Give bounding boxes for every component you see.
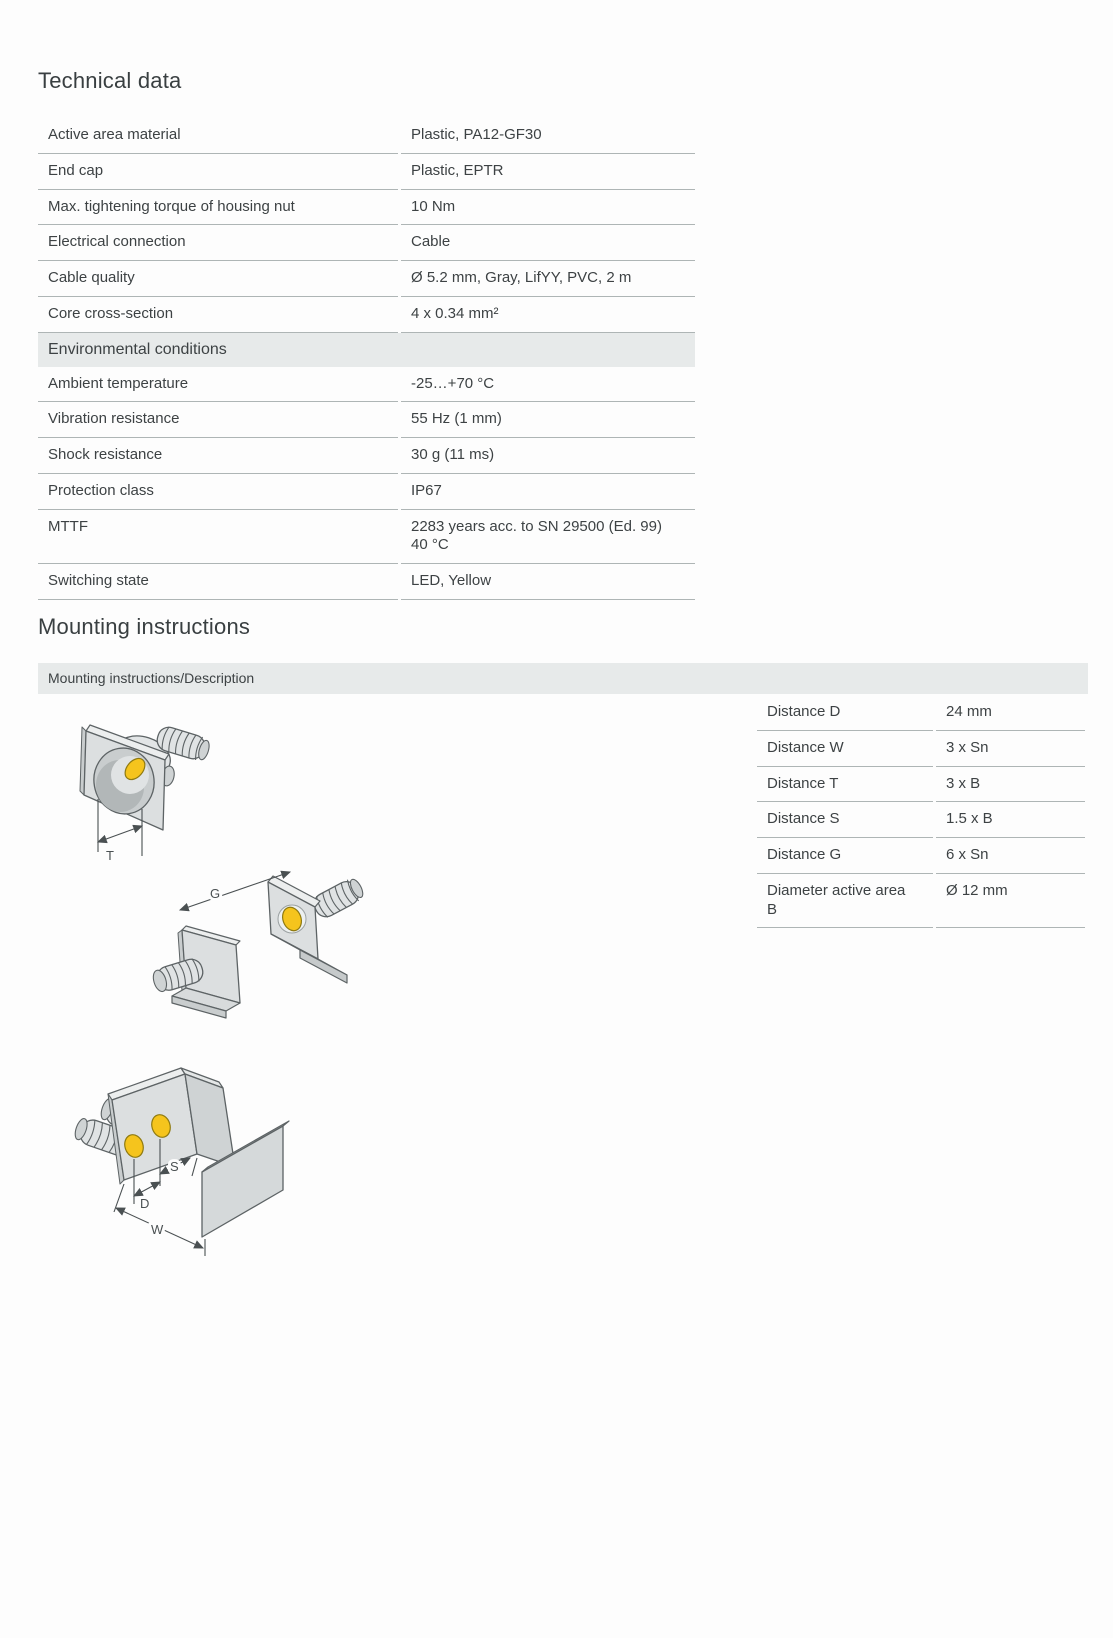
spec-label: Switching state: [38, 564, 398, 600]
dim-value: 3 x Sn: [936, 731, 1085, 767]
table-row: [38, 438, 695, 474]
table-row: [757, 802, 1085, 838]
table-row: [38, 564, 695, 600]
spec-label: End cap: [38, 154, 398, 190]
table-row: [38, 190, 695, 226]
spec-label: Core cross-section: [38, 297, 398, 333]
spec-value: 2283 years acc. to SN 29500 (Ed. 99) 40 °C: [401, 510, 695, 565]
spec-label: Protection class: [38, 474, 398, 510]
spec-label: Vibration resistance: [38, 402, 398, 438]
dim-label-G: G: [210, 886, 221, 901]
opposed-mount-diagram: [151, 872, 367, 1018]
table-row: [757, 767, 1085, 803]
spec-value: Ø 5.2 mm, Gray, LifYY, PVC, 2 m: [401, 261, 695, 297]
spec-value: 55 Hz (1 mm): [401, 402, 695, 438]
table-row: [38, 297, 695, 333]
mounting-description-bar: Mounting instructions/Description: [38, 663, 1088, 694]
flush-mount-diagram: [80, 725, 212, 863]
spec-value: 30 g (11 ms): [401, 438, 695, 474]
dim-value: 3 x B: [936, 767, 1085, 803]
dim-label-W: W: [151, 1222, 164, 1237]
table-row: [38, 474, 695, 510]
mounting-diagrams: [40, 672, 380, 1272]
table-row: [38, 261, 695, 297]
threaded-barrel: [310, 876, 366, 921]
spec-value: Plastic, EPTR: [401, 154, 695, 190]
table-row: [38, 225, 695, 261]
table-row: [757, 731, 1085, 767]
dimension-W: [114, 1184, 205, 1256]
spec-label: MTTF: [38, 510, 398, 565]
dim-value: 6 x Sn: [936, 838, 1085, 874]
table-row: [757, 838, 1085, 874]
technical-data-heading: Technical data: [38, 68, 182, 93]
spec-label: Shock resistance: [38, 438, 398, 474]
table-row: [38, 510, 695, 565]
bracket-foot-lip: [300, 950, 347, 983]
spec-label: Cable quality: [38, 261, 398, 297]
mounting-instructions-heading: Mounting instructions: [38, 614, 251, 639]
dim-label: Distance G: [757, 838, 933, 874]
section-header: Environmental conditions: [38, 333, 695, 367]
dim-label-D: D: [140, 1196, 150, 1211]
dim-label: Distance S: [757, 802, 933, 838]
spec-label: Ambient temperature: [38, 367, 398, 403]
table-row: [38, 154, 695, 190]
dim-label-T: T: [106, 848, 114, 863]
spec-value: 4 x 0.34 mm²: [401, 297, 695, 333]
dim-value: Ø 12 mm: [936, 874, 1085, 929]
table-row: [757, 695, 1085, 731]
dim-label: Distance W: [757, 731, 933, 767]
dim-value: 1.5 x B: [936, 802, 1085, 838]
spec-value: Plastic, PA12-GF30: [401, 118, 695, 154]
side-by-side-mount-diagram: [72, 1068, 289, 1256]
table-row: [757, 874, 1085, 929]
spec-label: Electrical connection: [38, 225, 398, 261]
spec-value: -25…+70 °C: [401, 367, 695, 403]
table-row: [38, 367, 695, 403]
table-row: [38, 402, 695, 438]
table-section-header-row: [38, 333, 695, 367]
dim-label-S: S: [170, 1159, 179, 1174]
spec-value: LED, Yellow: [401, 564, 695, 600]
mounting-distance-table: [754, 695, 1088, 928]
technical-data-table: [35, 118, 698, 600]
spec-label: Active area material: [38, 118, 398, 154]
dim-label: Distance T: [757, 767, 933, 803]
dim-value: 24 mm: [936, 695, 1085, 731]
dim-label: Diameter active area B: [757, 874, 933, 929]
spec-value: 10 Nm: [401, 190, 695, 226]
spec-label: Max. tightening torque of housing nut: [38, 190, 398, 226]
spec-value: IP67: [401, 474, 695, 510]
spec-value: Cable: [401, 225, 695, 261]
dim-label: Distance D: [757, 695, 933, 731]
table-row: [38, 118, 695, 154]
